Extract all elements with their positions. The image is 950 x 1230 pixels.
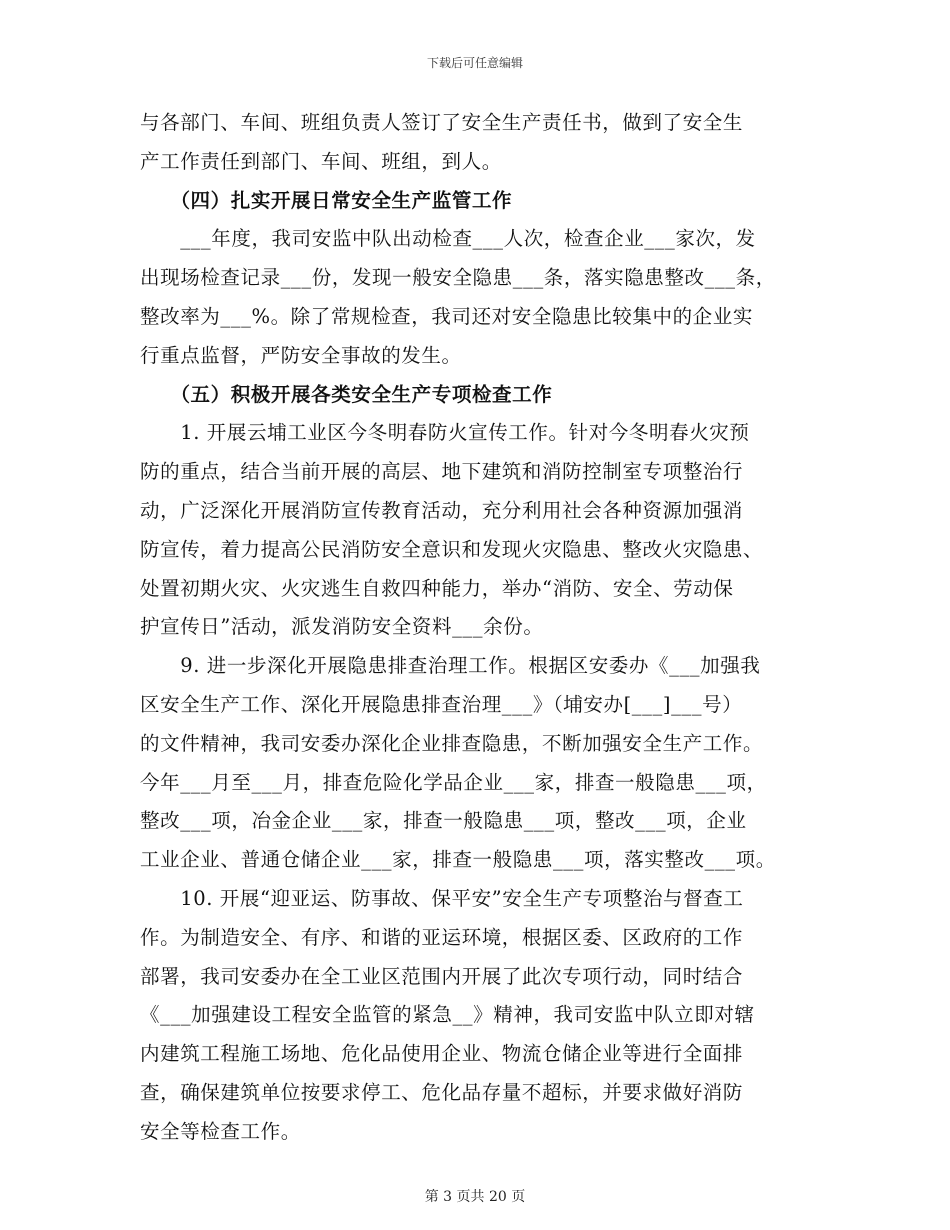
page-footer: 第 3 页共 20 页 bbox=[424, 1189, 526, 1205]
body-line: 工业企业、普通仓储企业___家，排查一般隐患___项，落实整改___项。 bbox=[140, 848, 776, 872]
body-line: 1. 开展云埔工业区今冬明春防火宣传工作。针对今冬明春火灾预 bbox=[140, 421, 750, 445]
body-line: ___年度，我司安监中队出动检查___人次，检查企业___家次，发 bbox=[140, 227, 756, 251]
body-line: 整改___项，冶金企业___家，排查一般隐患___项，整改___项，企业 bbox=[140, 809, 747, 833]
body-line: 部署，我司安委办在全工业区范围内开展了此次专项行动，同时结合 bbox=[140, 964, 744, 988]
body-line: 防的重点，结合当前开展的高层、地下建筑和消防控制室专项整治行 bbox=[140, 460, 744, 484]
body-line: 动，广泛深化开展消防宣传教育活动，充分利用社会各种资源加强消 bbox=[140, 498, 744, 522]
body-line: 安全等检查工作。 bbox=[140, 1119, 301, 1143]
body-line: 《___加强建设工程安全监管的紧急__》精神，我司安监中队立即对辖 bbox=[140, 1003, 755, 1027]
body-line: 区安全生产工作、深化开展隐患排查治理___》（埔安办[___]___号） bbox=[140, 692, 743, 716]
body-line: 处置初期火灾、火灾逃生自救四种能力，举办“消防、安全、劳动保 bbox=[140, 576, 734, 600]
body-line: 的文件精神，我司安委办深化企业排查隐患，不断加强安全生产工作。 bbox=[140, 731, 764, 755]
section-heading: （五）积极开展各类安全生产专项检查工作 bbox=[140, 382, 553, 406]
page-header: 下载后可任意编辑 bbox=[426, 56, 523, 70]
document-body bbox=[140, 104, 820, 1152]
body-line: 整改率为___%。除了常规检查，我司还对安全隐患比较集中的企业实 bbox=[140, 304, 753, 328]
body-line: 行重点监督，严防安全事故的发生。 bbox=[140, 343, 462, 367]
body-line: 护宣传日”活动，派发消防安全资料___余份。 bbox=[140, 615, 544, 639]
body-line: 10. 开展“迎亚运、防事故、保平安”安全生产专项整治与督查工 bbox=[140, 886, 744, 910]
section-heading: （四）扎实开展日常安全生产监管工作 bbox=[140, 188, 513, 212]
body-line: 今年___月至___月，排查危险化学品企业___家，排查一般隐患___项， bbox=[140, 770, 767, 794]
body-line: 防宣传，着力提高公民消防安全意识和发现火灾隐患、整改火灾隐患、 bbox=[140, 537, 764, 561]
body-line: 出现场检查记录___份，发现一般安全隐患___条，落实隐患整改___条， bbox=[140, 266, 776, 290]
body-line: 作。为制造安全、有序、和谐的亚运环境，根据区委、区政府的工作 bbox=[140, 925, 744, 949]
body-line: 产工作责任到部门、车间、班组，到人。 bbox=[140, 149, 502, 173]
body-line: 9. 进一步深化开展隐患排查治理工作。根据区安委办《___加强我 bbox=[140, 654, 761, 678]
body-line: 查，确保建筑单位按要求停工、危化品存量不超标，并要求做好消防 bbox=[140, 1080, 744, 1104]
body-line: 与各部门、车间、班组负责人签订了安全生产责任书，做到了安全生 bbox=[140, 111, 744, 134]
body-line: 内建筑工程施工场地、危化品使用企业、物流仓储企业等进行全面排 bbox=[140, 1042, 744, 1066]
